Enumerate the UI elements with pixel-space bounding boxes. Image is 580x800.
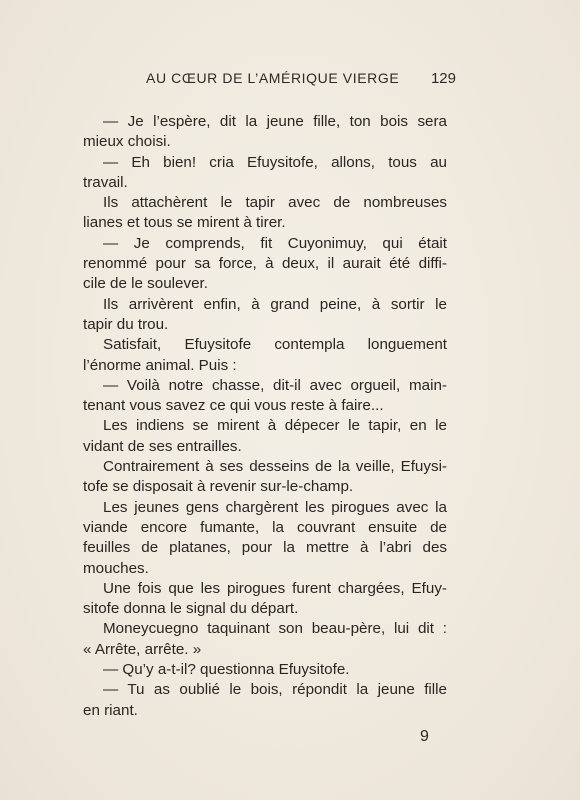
page-number: 129: [430, 70, 456, 87]
text-line: tenant vous savez ce qui vous reste à faire...: [83, 397, 384, 415]
text-line: tofe se disposait à revenir sur-le-champ.: [83, 478, 354, 496]
text-line: Les indiens se mirent à dépecer le tapir, en le: [103, 417, 447, 435]
text-line: l’énorme animal. Puis :: [83, 356, 237, 374]
text-line: travail.: [83, 173, 128, 191]
text-line: vidant de ses entrailles.: [83, 437, 242, 455]
text-line: sitofe donna le signal du départ.: [83, 600, 299, 618]
body-text: [83, 112, 447, 721]
text-line: — Je l’espère, dit la jeune fille, ton bois sera: [103, 113, 447, 130]
text-line: Contrairement à ses desseins de la veille, Efuysi-: [103, 458, 447, 476]
text-line: cile de le soulever.: [83, 275, 208, 293]
text-line: — Voilà notre chasse, dit-il avec orgueil, main-: [103, 376, 447, 394]
text-line: feuilles de platanes, pour la mettre à l’abri des: [83, 539, 447, 557]
text-line: tapir du trou.: [83, 315, 169, 333]
text-line: mieux choisi.: [83, 133, 171, 151]
text-line: Les jeunes gens chargèrent les pirogues avec la: [103, 498, 447, 516]
text-line: renommé pour sa force, à deux, il aurait été diffi-: [83, 255, 447, 273]
text-line: — Je comprends, fit Cuyonimuy, qui était: [103, 234, 447, 252]
signature-mark: 9: [420, 728, 429, 745]
text-line: lianes et tous se mirent à tirer.: [83, 214, 286, 232]
text-line: — Tu as oublié le bois, répondit la jeune fille: [103, 681, 447, 699]
text-line: Ils arrivèrent enfin, à grand peine, à sortir le: [103, 295, 447, 313]
text-line: Satisfait, Efuysitofe contempla longuement: [103, 336, 447, 354]
text-line: — Qu’y a-t-il? questionna Efuysitofe.: [103, 661, 350, 679]
text-line: — Eh bien! cria Efuysitofe, allons, tous au: [103, 153, 447, 171]
running-title: AU CŒUR DE L’AMÉRIQUE VIERGE: [146, 70, 400, 86]
text-line: en riant.: [83, 701, 138, 719]
text-line: « Arrête, arrête. »: [83, 640, 202, 658]
text-line: Ils attachèrent le tapir avec de nombreuses: [103, 194, 447, 212]
running-head: [146, 70, 456, 92]
text-line: Moneycuegno taquinant son beau-père, lui dit :: [103, 620, 447, 638]
text-line: mouches.: [83, 559, 149, 577]
text-line: viande encore fumante, la couvrant ensuite de: [83, 518, 447, 536]
text-line: Une fois que les pirogues furent chargées, Efuy-: [103, 579, 447, 597]
